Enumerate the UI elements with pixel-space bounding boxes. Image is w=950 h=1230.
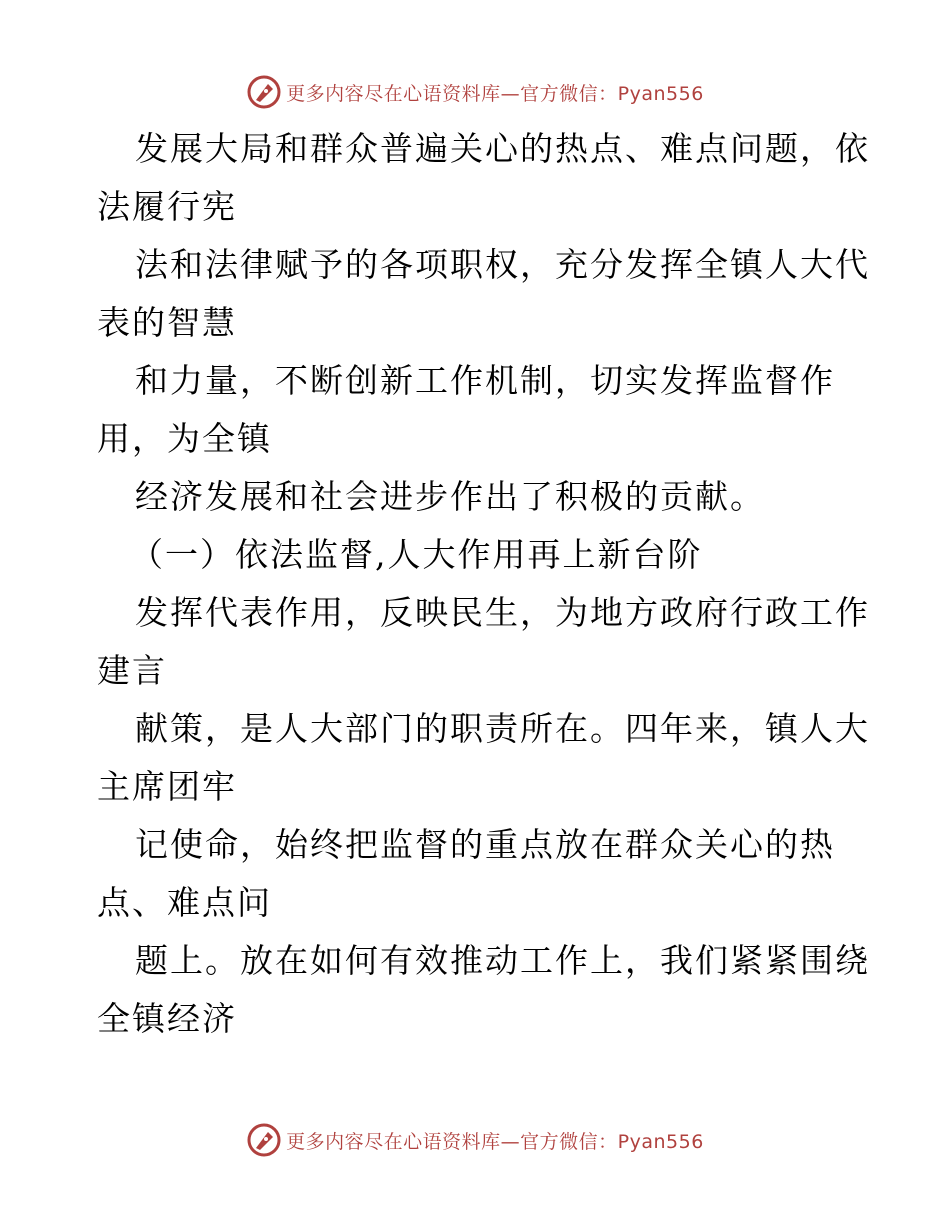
pen-nib-logo-icon: [246, 74, 282, 110]
body-line: 记使命，始终把监督的重点放在群众关心的热: [135, 825, 835, 864]
watermark-text: 更多内容尽在心语资料库—官方微信：Pyan556: [286, 1130, 704, 1153]
body-line: 法履行宪: [97, 187, 237, 226]
pen-nib-logo-icon: [246, 1122, 282, 1158]
watermark-text: 更多内容尽在心语资料库—官方微信：Pyan556: [286, 82, 704, 105]
body-line: 法和法律赋予的各项职权，充分发挥全镇人大代: [135, 245, 870, 284]
body-line: 献策，是人大部门的职责所在。四年来，镇人大: [135, 709, 870, 748]
section-heading: （一）依法监督,人大作用再上新台阶: [130, 535, 703, 574]
body-line: 经济发展和社会进步作出了积极的贡献。: [135, 477, 765, 516]
header-watermark: [0, 72, 950, 112]
body-line: 发挥代表作用，反映民生，为地方政府行政工作: [135, 593, 870, 632]
body-line: 全镇经济: [97, 999, 237, 1038]
body-line: 建言: [97, 651, 167, 690]
body-line: 主席团牢: [97, 767, 237, 806]
body-line: 题上。放在如何有效推动工作上，我们紧紧围绕: [135, 941, 870, 980]
body-line: 表的智慧: [97, 303, 237, 342]
body-line: 点、难点问: [97, 883, 272, 922]
body-line: 用，为全镇: [97, 419, 272, 458]
body-line: 和力量，不断创新工作机制，切实发挥监督作: [135, 361, 835, 400]
footer-watermark: [0, 1120, 950, 1160]
body-line: 发展大局和群众普遍关心的热点、难点问题，依: [135, 129, 870, 168]
